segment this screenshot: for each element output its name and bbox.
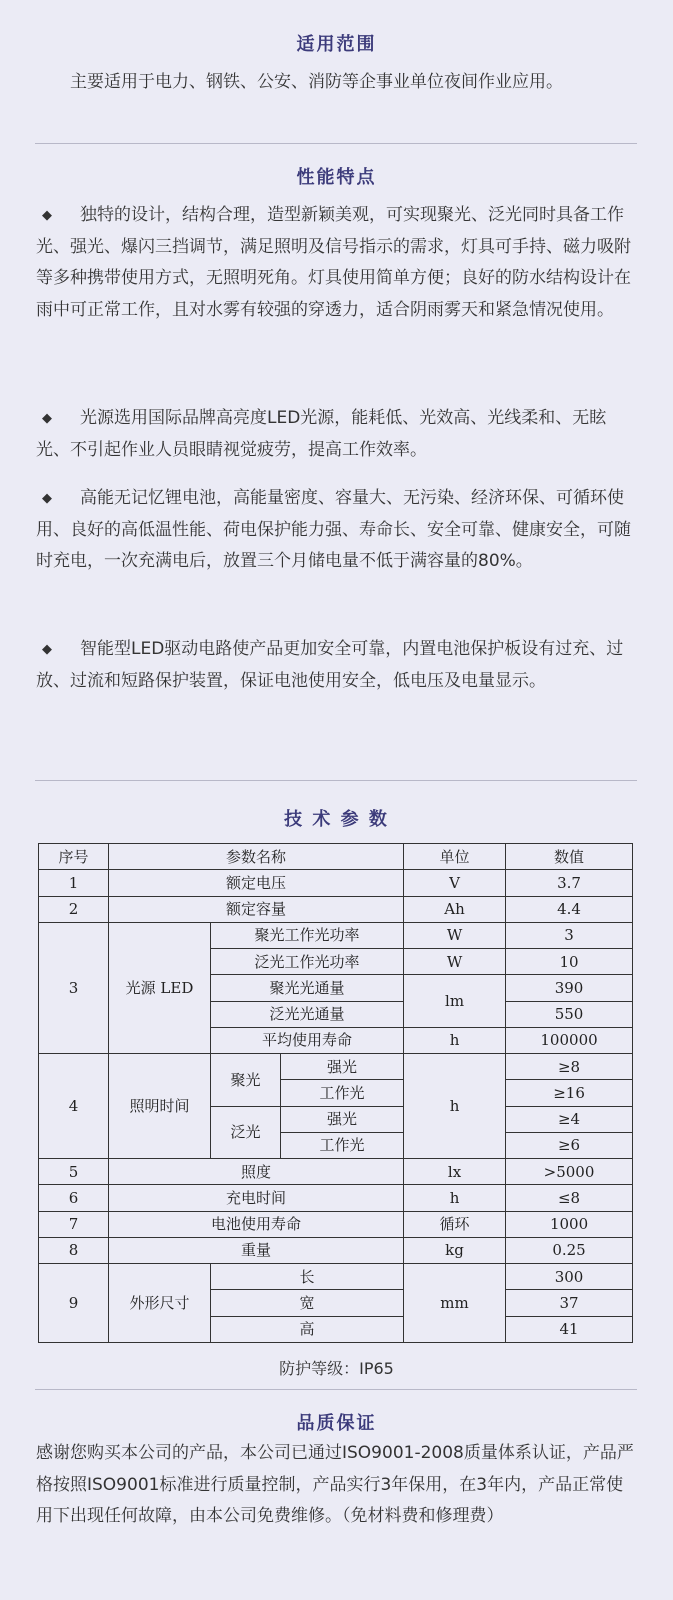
row-subname: 泛光工作光功率 [211, 949, 404, 975]
feature-item [36, 483, 636, 578]
row-unit: Ah [404, 896, 506, 922]
feature-text: 高能无记忆锂电池，高能量密度、容量大、无污染、经济环保、可循环使用、良好的高低温性能、荷电保护能力强、寿命长、安全可靠、健康安全，可随时充电，一次充满电后，放置三个月储电量不低于满容量的80%。 [36, 488, 631, 571]
row-name: 照度 [109, 1159, 404, 1185]
row-value: >5000 [506, 1159, 633, 1185]
row-name: 重量 [109, 1237, 404, 1263]
row-no: 4 [39, 1054, 109, 1159]
feature-item [36, 634, 636, 697]
row-value: 4.4 [506, 896, 633, 922]
row-subname: 平均使用寿命 [211, 1027, 404, 1053]
row-no: 7 [39, 1211, 109, 1237]
row-value: 37 [506, 1290, 633, 1316]
mode-sub: 工作光 [281, 1080, 404, 1106]
table-row [39, 1054, 633, 1080]
row-value: 100000 [506, 1027, 633, 1053]
row-value: ≥6 [506, 1132, 633, 1158]
row-value: 10 [506, 949, 633, 975]
row-subname: 泛光光通量 [211, 1001, 404, 1027]
row-value: 3 [506, 922, 633, 948]
row-unit: W [404, 922, 506, 948]
row-no: 6 [39, 1185, 109, 1211]
row-unit: h [404, 1054, 506, 1159]
row-unit: W [404, 949, 506, 975]
table-row [39, 1264, 633, 1290]
diamond-bullet-icon: ◆ [42, 491, 52, 506]
row-subname: 聚光工作光功率 [211, 922, 404, 948]
divider [35, 780, 637, 781]
mode-sub: 强光 [281, 1054, 404, 1080]
mode-label-spot: 聚光 [211, 1054, 281, 1107]
table-row [39, 870, 633, 896]
quality-title: 品质保证 [296, 1413, 377, 1434]
row-subname: 聚光光通量 [211, 975, 404, 1001]
diamond-bullet-icon: ◆ [42, 208, 52, 223]
protection-rating: 防护等级：IP65 [279, 1359, 394, 1378]
row-subname: 宽 [211, 1290, 404, 1316]
row-unit: kg [404, 1237, 506, 1263]
row-value: ≥4 [506, 1106, 633, 1132]
divider [35, 1389, 637, 1390]
row-subname: 长 [211, 1264, 404, 1290]
features-title: 性能特点 [296, 167, 377, 188]
table-row [39, 922, 633, 948]
table-row [39, 896, 633, 922]
spec-table [38, 843, 633, 1343]
header-name: 参数名称 [109, 844, 404, 870]
mode-sub: 强光 [281, 1106, 404, 1132]
row-unit: 循环 [404, 1211, 506, 1237]
table-row [39, 1211, 633, 1237]
row-value: 41 [506, 1316, 633, 1343]
row-subname: 高 [211, 1316, 404, 1343]
scope-title: 适用范围 [296, 34, 377, 55]
feature-text: 光源选用国际品牌高亮度LED光源，能耗低、光效高、光线柔和、无眩光、不引起作业人员眼睛视觉疲劳，提高工作效率。 [36, 408, 607, 460]
row-value: ≥8 [506, 1054, 633, 1080]
row-unit: mm [404, 1264, 506, 1343]
header-no: 序号 [39, 844, 109, 870]
row-no: 2 [39, 896, 109, 922]
feature-text: 智能型LED驱动电路使产品更加安全可靠，内置电池保护板设有过充、过放、过流和短路保护装置，保证电池使用安全，低电压及电量显示。 [36, 639, 624, 691]
row-name: 外形尺寸 [109, 1264, 211, 1343]
table-header-row [39, 844, 633, 870]
row-name: 额定电压 [109, 870, 404, 896]
row-name: 照明时间 [109, 1054, 211, 1159]
row-no: 3 [39, 922, 109, 1053]
row-value: 390 [506, 975, 633, 1001]
row-name: 额定容量 [109, 896, 404, 922]
row-no: 8 [39, 1237, 109, 1263]
header-unit: 单位 [404, 844, 506, 870]
row-unit: h [404, 1027, 506, 1053]
row-no: 5 [39, 1159, 109, 1185]
diamond-bullet-icon: ◆ [42, 411, 52, 426]
row-name: 电池使用寿命 [109, 1211, 404, 1237]
row-no: 9 [39, 1264, 109, 1343]
row-value: ≤8 [506, 1185, 633, 1211]
row-name: 充电时间 [109, 1185, 404, 1211]
row-unit: lx [404, 1159, 506, 1185]
feature-item [36, 403, 636, 466]
row-value: 1000 [506, 1211, 633, 1237]
row-unit: V [404, 870, 506, 896]
quality-text: 感谢您购买本公司的产品，本公司已通过ISO9001-2008质量体系认证，产品严格按照ISO9001标准进行质量控制，产品实行3年保用，在3年内，产品正常使用下出现任何故障，由本公司免费维修。（免材料费和修理费） [36, 1443, 634, 1526]
table-row [39, 1185, 633, 1211]
table-row [39, 1237, 633, 1263]
row-no: 1 [39, 870, 109, 896]
row-unit: lm [404, 975, 506, 1028]
header-value: 数值 [506, 844, 633, 870]
row-value: 550 [506, 1001, 633, 1027]
mode-sub: 工作光 [281, 1132, 404, 1158]
row-unit: h [404, 1185, 506, 1211]
feature-item [36, 200, 636, 326]
row-value: 0.25 [506, 1237, 633, 1263]
row-value: 300 [506, 1264, 633, 1290]
feature-text: 独特的设计，结构合理，造型新颖美观，可实现聚光、泛光同时具备工作光、强光、爆闪三挡调节，满足照明及信号指示的需求，灯具可手持、磁力吸附等多种携带使用方式，无照明死角。灯具使用简单方便；良好的防水结构设计在雨中可正常工作，且对水雾有较强的穿透力，适合阴雨雾天和紧急情况使用。 [36, 205, 631, 320]
diamond-bullet-icon: ◆ [42, 642, 52, 657]
divider [35, 143, 637, 144]
scope-text: 主要适用于电力、钢铁、公安、消防等企事业单位夜间作业应用。 [70, 72, 563, 92]
row-value: 3.7 [506, 870, 633, 896]
mode-label-flood: 泛光 [211, 1106, 281, 1159]
row-name: 光源 LED [109, 922, 211, 1053]
row-value: ≥16 [506, 1080, 633, 1106]
specs-title: 技 术 参 数 [284, 809, 389, 830]
table-row [39, 1159, 633, 1185]
